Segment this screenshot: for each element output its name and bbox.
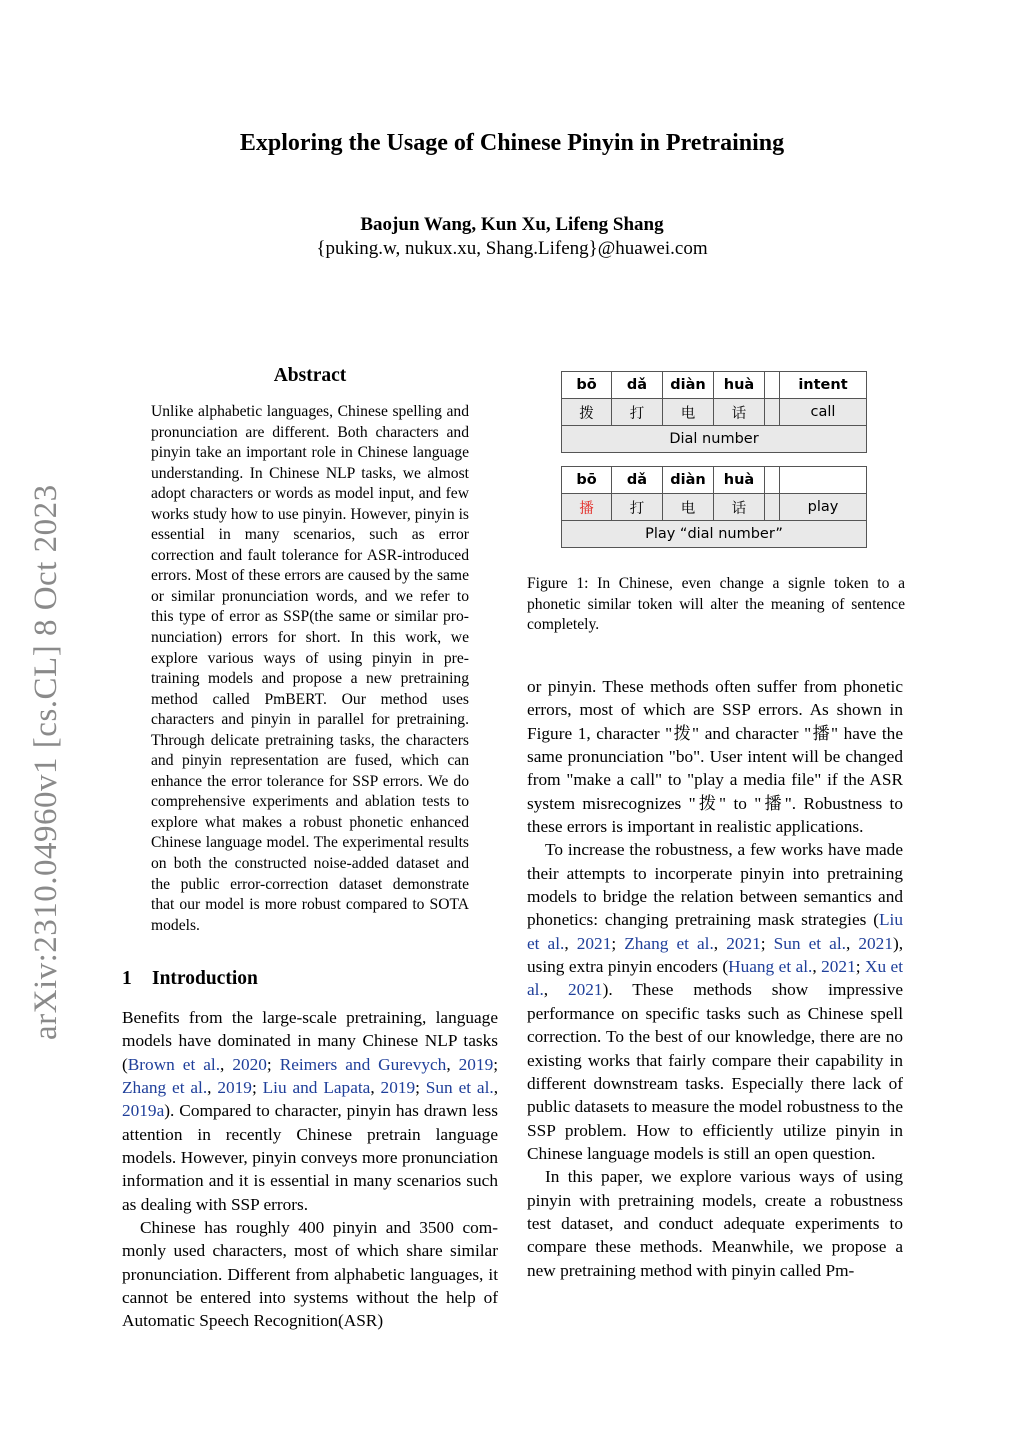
author-list: Baojun Wang, Kun Xu, Lifeng Shang [360,214,664,235]
citation-link[interactable]: Zhang et al. [624,933,714,953]
intro-paragraph-1: Benefits from the large-scale pretraining, language models have dominated in many Chinese NLP tasks (Brown et al., 2020; Reimers and Gurevych, 2019; Zhang et al., 2019; Liu and Lapata, 2019; Sun et al., 2019a). Compared to character, pinyin has drawn less attention in recently Chinese pretrain language models. However, pinyin conveys more pronunciation information and it is essential in many scenarios such as dealing with SSP errors. [122,1008,499,1214]
citation-link[interactable]: Huang et al. [728,957,813,977]
citation-link[interactable]: Liu et al. [527,910,903,953]
pinyin-cell: dǎ [612,372,663,399]
body-paragraph-2: To increase the robustness, a few works have made their attempts to incorperate pinyin into pretraining models to bridge the relation between semantics and phonetics: changing pretraining mask strategies (Liu et al., 2021; Zhang et al., 2021; Sun et al., 2021), using extra pinyin encoders (Huang et al., 2021; Xu et al., 2021). These methods show impressive performance on specific tasks such as Chinese spell correction. To the best of our knowledge, there are no existing works that fairly compare their capability in different downstream tasks. Especially there lack of public datasets to measure the model robustness to the SSP problem. How to efficiently utilize pinyin in Chinese language models is still an open question. [527,840,904,1163]
citation-link[interactable]: 2021 [821,957,856,977]
meaning-cell: Dial number [562,426,867,453]
citation-link[interactable]: 2019 [217,1078,252,1098]
abstract-heading: Abstract [273,365,347,386]
pinyin-cell: bō [562,467,612,494]
citation-link[interactable]: Liu and Lapata [262,1078,371,1098]
citation-link[interactable]: 2021 [726,933,761,953]
pinyin-cell: huà [714,372,765,399]
char-cell: 话 [714,494,765,521]
author-emails: {puking.w, nukux.xu, Shang.Lifeng}@huawei.com [316,238,708,259]
citation-link[interactable]: 2019 [380,1078,416,1098]
abstract-text: Unlike alphabetic languages, Chinese spelling and pronunciation are different. Both characters and pinyin take an important role in Chinese language understanding. In Chinese NLP tasks, we almost adopt characters or words as model input, and few works study how to use pinyin. However, pinyin is essential in many scenarios, such as error correction and fault tolerance for ASR-introduced errors. Most of these errors are caused by the same or similar pronunciation words, and we refer to this type of error as SSP(the same or similar pronunciation) errors for short. In this work, we explore various ways of using pinyin in pretraining models and propose a new pretraining method called PmBERT. Our method uses characters and pinyin in parallel for pretraining. Through delicate pretraining tasks, the characters and pinyin representation are fused, which can enhance the error tolerance for SSP errors. We do comprehensive experiments and ablation tests to explore what makes a robust phonetic enhanced Chinese language model. The experimental results on both the constructed noise-added dataset and the public error-correction dataset demonstrate that our model is more robust compared to SOTA models. [151,403,469,934]
intent-header-cell: intent [780,372,867,399]
citation-link[interactable]: 2019a [122,1101,165,1121]
char-cell: 打 [612,494,663,521]
body-paragraph-1: or pinyin. These methods often suffer from phonetic errors, most of which are SSP errors. As shown in Figure 1, character "拨" and character "播" have the same pronunciation "bo". User intent will be changed from "make a call" to "play a media file" if the ASR system misrecognizes "拨" to "播". Robustness to these errors is important in realistic applications. [527,677,903,837]
spacer-cell [765,372,780,399]
char-cell: 电 [663,494,714,521]
figure-caption: Figure 1: In Chinese, even change a signle token to a phonetic similar token will alter the meaning of sentence completely. [527,575,905,634]
citation-link[interactable]: 2020 [232,1054,267,1074]
meaning-cell: Play “dial number” [562,521,867,548]
citation-link[interactable]: Sun et al. [773,933,846,953]
char-cell: 拨 [562,399,612,426]
arxiv-watermark: arXiv:2310.04960v1 [cs.CL] 8 Oct 2023 [28,484,64,1040]
citation-link[interactable]: Sun et al. [425,1078,494,1098]
citation-link[interactable]: Xu et al. [527,957,904,1000]
pinyin-cell: dǎ [612,467,663,494]
paper-title: Exploring the Usage of Chinese Pinyin in Pretraining [239,130,785,156]
citation-link[interactable]: Reimers and Gurevych [279,1054,447,1074]
figure-table-play [561,466,867,548]
section-title: Introduction [152,968,258,989]
pinyin-cell: bō [562,372,612,399]
changed-char-cell: 播 [562,494,612,521]
right-column [527,675,903,1282]
char-cell: 话 [714,399,765,426]
body-paragraph-3: In this paper, we explore various ways of using pinyin with pretraining models, create a robustness test dataset, and conduct adequate experiments to compare these methods. Meanwhile, we propose a new pretraining method with pinyin called Pm- [527,1167,903,1280]
citation-link[interactable]: 2019 [458,1054,494,1074]
section-number: 1 [122,968,132,989]
pinyin-cell: huà [714,467,765,494]
citation-link[interactable]: 2021 [568,980,603,1000]
intent-header-cell-empty [780,467,867,494]
intent-cell: call [780,399,867,426]
section-heading-introduction [122,968,258,990]
citation-link[interactable]: Brown et al. [127,1054,221,1074]
citation-link[interactable]: 2021 [576,933,612,953]
pinyin-cell: diàn [663,467,714,494]
spacer-cell [765,399,780,426]
char-cell: 电 [663,399,714,426]
citation-link[interactable]: 2021 [858,933,893,953]
char-cell: 打 [612,399,663,426]
pinyin-cell: diàn [663,372,714,399]
figure-table-dial [561,371,867,453]
spacer-cell [765,494,780,521]
intent-cell: play [780,494,867,521]
left-column [122,1006,498,1333]
spacer-cell [765,467,780,494]
intro-paragraph-2: Chinese has roughly 400 pinyin and 3500 commonly used characters, most of which share similar pronunciation. Different from alphabetic languages, it cannot be entered into systems without the help of Automatic Speech Recognition(ASR) [122,1218,498,1331]
citation-link[interactable]: Zhang et al. [122,1078,208,1098]
